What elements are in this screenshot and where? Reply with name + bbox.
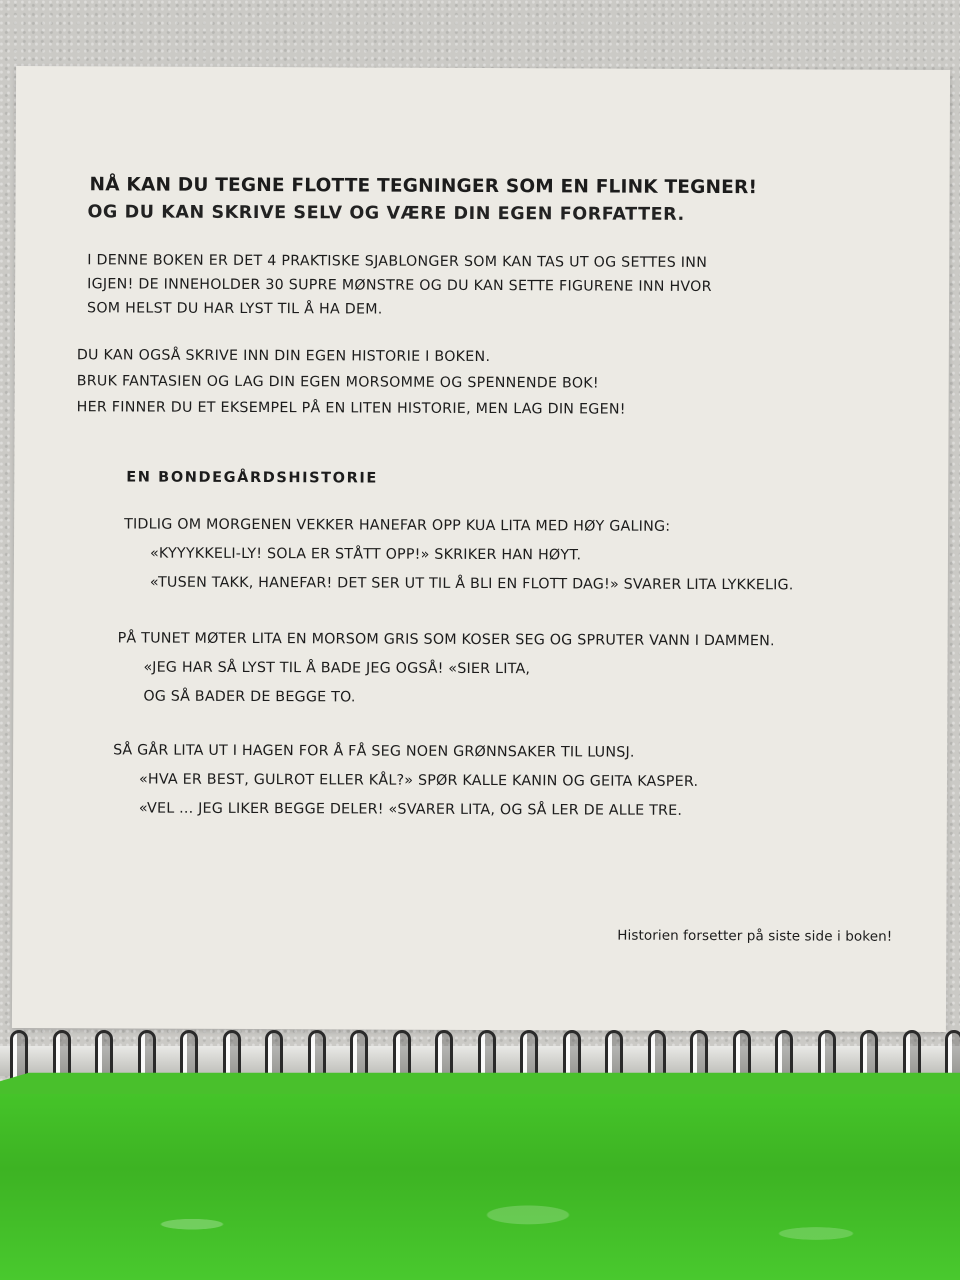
story-paragraph-3	[113, 736, 699, 826]
story-line: SÅ GÅR LITA UT I HAGEN FOR Å FÅ SEG NOEN GRØNNSAKER TIL LUNSJ.	[113, 742, 635, 761]
intro-line: IGJEN! DE INNEHOLDER 30 SUPRE MØNSTRE OG DU KAN SETTE FIGURENE INN HVOR	[87, 276, 712, 296]
page-subheadline: OG DU KAN SKRIVE SELV OG VÆRE DIN EGEN FORFATTER.	[87, 202, 685, 225]
story-line: OG SÅ BADER DE BEGGE TO.	[143, 688, 356, 706]
story-paragraph-1	[124, 510, 794, 600]
paragraph-line: BRUK FANTASIEN OG LAG DIN EGEN MORSOMME OG SPENNENDE BOK!	[76, 373, 599, 392]
story-line: PÅ TUNET MØTER LITA EN MORSOM GRIS SOM KOSER SEG OG SPRUTER VANN I DAMMEN.	[117, 630, 775, 650]
story-line: «VEL ... JEG LIKER BEGGE DELER! «SVARER LITA, OG SÅ LER DE ALLE TRE.	[138, 800, 683, 819]
story-paragraph-2	[117, 624, 775, 714]
intro-paragraph	[87, 248, 867, 323]
story-line: «TUSEN TAKK, HANEFAR! DET SER UT TIL Å BLI EN FLOTT DAG!» SVARER LITA LYKKELIG.	[149, 574, 794, 594]
story-title: EN BONDEGÅRDSHISTORIE	[126, 469, 378, 487]
green-stencil-template	[0, 1094, 960, 1280]
story-line: TIDLIG OM MORGENEN VEKKER HANEFAR OPP KUA LITA MED HØY GALING:	[124, 516, 671, 535]
second-paragraph	[77, 342, 627, 422]
book-page	[12, 66, 950, 1032]
paragraph-line: DU KAN OGSÅ SKRIVE INN DIN EGEN HISTORIE I BOKEN.	[76, 347, 491, 366]
continuation-note: Historien forsetter på siste side i boken!	[617, 927, 893, 945]
intro-line: SOM HELST DU HAR LYST TIL Å HA DEM.	[87, 300, 383, 318]
story-line: «KYYYKKELI-LY! SOLA ER STÅTT OPP!» SKRIKER HAN HØYT.	[149, 545, 582, 564]
page-headline: NÅ KAN DU TEGNE FLOTTE TEGNINGER SOM EN FLINK TEGNER!	[89, 174, 758, 199]
intro-line: I DENNE BOKEN ER DET 4 PRAKTISKE SJABLONGER SOM KAN TAS UT OG SETTES INN	[87, 252, 708, 271]
paragraph-line: HER FINNER DU ET EKSEMPEL PÅ EN LITEN HISTORIE, MEN LAG DIN EGEN!	[76, 399, 626, 418]
story-line: «HVA ER BEST, GULROT ELLER KÅL?» SPØR KALLE KANIN OG GEITA KASPER.	[138, 771, 699, 790]
story-line: «JEG HAR SÅ LYST TIL Å BADE JEG OGSÅ! «SIER LITA,	[143, 659, 531, 678]
